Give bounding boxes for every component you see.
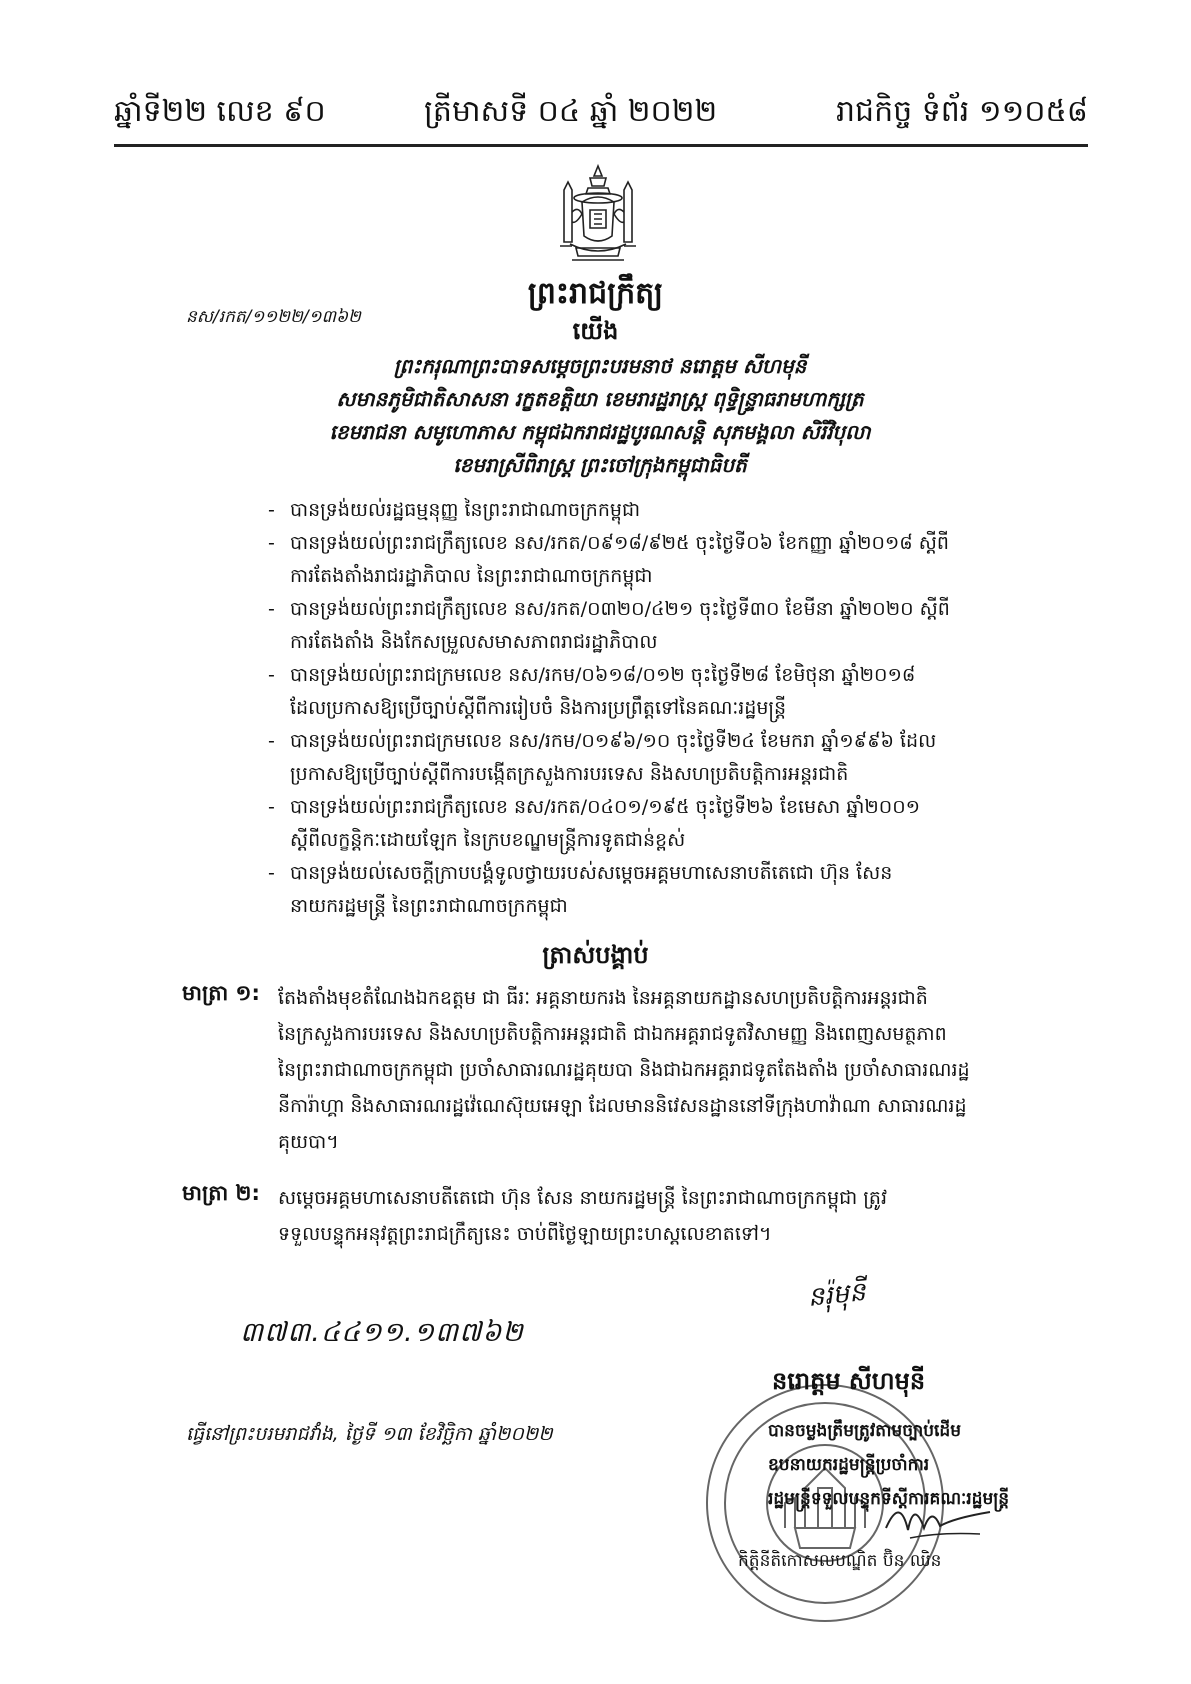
- article-2-label: មាត្រា ២:: [182, 1181, 260, 1205]
- royal-we: យើង: [572, 317, 619, 345]
- article-line: តែងតាំងមុខតំណែងឯកឧត្តម ជា ធីរៈ អគ្គនាយករង នៃអគ្គនាយកដ្ឋានសហប្រតិបត្តិការអន្តរជាតិ: [278, 987, 928, 1009]
- royal-title-line: ខេមរាស្រីពិរាស្ត្រ ព្រះចៅក្រុងកម្ពុជាធិបតី: [453, 453, 747, 477]
- header-page-number: រាជកិច្ច ទំព័រ ១១០៥៨: [836, 94, 1088, 129]
- article-line: ទទួលបន្ទុកអនុវត្តព្រះរាជក្រឹត្យនេះ ចាប់ពីថ្ងៃឡាយព្រះហស្តលេខាតទៅ។: [278, 1223, 772, 1245]
- visa-line: ស្តីពីលក្ខន្តិកៈដោយឡែក នៃក្របខណ្ឌមន្ត្រីការទូតជាន់ខ្ពស់: [290, 829, 686, 851]
- visa-item: [268, 494, 998, 527]
- royal-title-line: សមានភូមិជាតិសាសនា រក្ខតខត្តិយា ខេមរារដ្ឋរាស្ត្រ ពុទ្ធិន្ទ្រាធរាមហាក្សត្រ: [336, 387, 864, 411]
- article-line: នីការ៉ាហ្គា និងសាធារណរដ្ឋវ៉េណេស៊ុយអេឡា ដែលមាននិវេសនដ្ឋាននៅទីក្រុងហាវ៉ាណា សាធារណរដ្ឋ: [278, 1095, 967, 1117]
- certification-line: បានចម្លងត្រឹមត្រូវតាមច្បាប់ដើម: [768, 1421, 961, 1441]
- certifier-signature-icon: [880, 1488, 1000, 1548]
- place-and-date: ធ្វើនៅព្រះបរមរាជវាំង, ថ្ងៃទី ១៣ ខែវិច្ឆិកា ឆ្នាំ២០២២: [186, 1423, 553, 1445]
- header-divider: [114, 144, 1088, 147]
- royal-title-line: ខេមរាជនា សមូហោភាស កម្ពុជឯករាជរដ្ឋបូរណសន្តិ សុភមង្គលា សិរីវិបុលា: [329, 420, 871, 444]
- reference-number: នស/រកត/១១២២/១៣៦២: [186, 307, 361, 327]
- header-quarter: ត្រីមាសទី ០៤ ឆ្នាំ ២០២២: [424, 94, 718, 129]
- visa-line: ការតែងតាំង និងកែសម្រួលសមាសភាពរាជរដ្ឋាភិបាល: [290, 631, 658, 653]
- royal-title-line: ព្រះករុណាព្រះបាទសម្តេចព្រះបរមនាថ នរោត្តម សីហមុនី: [393, 354, 807, 378]
- visa-line: - បានទ្រង់យល់ព្រះរាជក្រឹត្យលេខ នស/រកត/០៩១៨/៩២៥ ចុះថ្ងៃទី០៦ ខែកញ្ញា ឆ្នាំ២០១៨ ស្តីពី: [290, 532, 949, 554]
- visa-line: - បានទ្រង់យល់ព្រះរាជក្រមលេខ នស/រកម/០១៩៦/១០ ចុះថ្ងៃទី២៤ ខែមករា ឆ្នាំ១៩៩៦ ដែល: [290, 730, 937, 752]
- visa-line: - បានទ្រង់យល់ព្រះរាជក្រមលេខ នស/រកម/០៦១៨/០១២ ចុះថ្ងៃទី២៨ ខែមិថុនា ឆ្នាំ២០១៨: [290, 664, 916, 686]
- royal-coat-of-arms-icon: [552, 162, 644, 272]
- article-1-label: មាត្រា ១:: [182, 981, 260, 1005]
- visa-line: ដែលប្រកាសឱ្យប្រើច្បាប់ស្តីពីការរៀបចំ និងការប្រព្រឹត្តទៅនៃគណៈរដ្ឋមន្ត្រី: [290, 697, 787, 719]
- handwritten-signature: នរ៉ុមុនី: [806, 1277, 867, 1313]
- visa-line: - បានទ្រង់យល់ព្រះរាជក្រឹត្យលេខ នស/រកត/០៣២០/៤២១ ចុះថ្ងៃទី៣០ ខែមីនា ឆ្នាំ២០២០ ស្តីពី: [290, 598, 950, 620]
- visa-line: ប្រកាសឱ្យប្រើច្បាប់ស្តីពីការបង្កើតក្រសួងការបរទេស និងសហប្រតិបត្តិការអន្តរជាតិ: [290, 763, 849, 785]
- certifier-name: កិត្តិនីតិកោសលបណ្ឌិត ប៊ិន ឈិន: [738, 1551, 942, 1571]
- visa-line: - បានទ្រង់យល់ព្រះរាជក្រឹត្យលេខ នស/រកត/០៤០១/១៩៥ ចុះថ្ងៃទី២៦ ខែមេសា ឆ្នាំ២០០១: [290, 796, 921, 818]
- article-line: នៃព្រះរាជាណាចក្រកម្ពុជា ប្រចាំសាធារណរដ្ឋគុយបា និងជាឯកអគ្គរាជទូតតែងតាំង ប្រចាំសាធារណរដ្ឋ: [278, 1059, 970, 1081]
- decree-title: ព្រះរាជក្រឹត្យ: [527, 276, 664, 311]
- visa-item: [268, 659, 998, 725]
- signer-name: នរោត្តម សីហមុនី: [772, 1367, 926, 1395]
- article-2-body: [278, 1180, 1004, 1252]
- certification-line: រដ្ឋមន្ត្រីទទួលបន្ទុកទីស្តីការគណៈរដ្ឋមន្ត្រី: [768, 1489, 1010, 1509]
- visa-line: ការតែងតាំងរាជរដ្ឋាភិបាល នៃព្រះរាជាណាចក្រកម្ពុជា: [290, 565, 653, 587]
- article-1: [182, 980, 1004, 1160]
- article-line: នៃក្រសួងការបរទេស និងសហប្រតិបត្តិការអន្តរជាតិ ជាឯកអគ្គរាជទូតវិសាមញ្ញ និងពេញសមត្ថភាព: [278, 1023, 947, 1045]
- article-line: គុយបា។: [278, 1131, 339, 1153]
- article-line: សម្តេចអគ្គមហាសេនាបតីតេជោ ហ៊ុន សែន នាយករដ្ឋមន្ត្រី នៃព្រះរាជាណាចក្រកម្ពុជា ត្រូវ: [278, 1187, 888, 1209]
- visa-item: [268, 725, 998, 791]
- visa-item: [268, 791, 998, 857]
- visa-line: នាយករដ្ឋមន្ត្រី នៃព្រះរាជាណាចក្រកម្ពុជា: [290, 895, 568, 917]
- decides-heading: ត្រាស់បង្គាប់: [542, 941, 649, 969]
- visa-line: - បានទ្រង់យល់សេចក្តីក្រាបបង្គំទូលថ្វាយរបស់សម្តេចអគ្គមហាសេនាបតីតេជោ ហ៊ុន សែន: [290, 862, 893, 884]
- gazette-header: [114, 92, 1088, 140]
- article-1-body: [278, 980, 1004, 1160]
- royal-titles: [200, 350, 1000, 482]
- visa-item: [268, 593, 998, 659]
- visa-item: [268, 527, 998, 593]
- header-year-issue: ឆ្នាំទី២២ លេខ ៩០: [114, 94, 326, 129]
- article-2: [182, 1180, 1004, 1252]
- visa-line: - បានទ្រង់យល់រដ្ឋធម្មនុញ្ញ នៃព្រះរាជាណាចក្រកម្ពុជា: [290, 499, 641, 521]
- registration-code: ៣៧៣.៤៤១១.១៣៧៦២: [240, 1317, 524, 1348]
- visa-item: [268, 857, 998, 923]
- visa-list: [268, 494, 998, 923]
- certification-line: ឧបនាយករដ្ឋមន្ត្រីប្រចាំការ: [768, 1455, 930, 1475]
